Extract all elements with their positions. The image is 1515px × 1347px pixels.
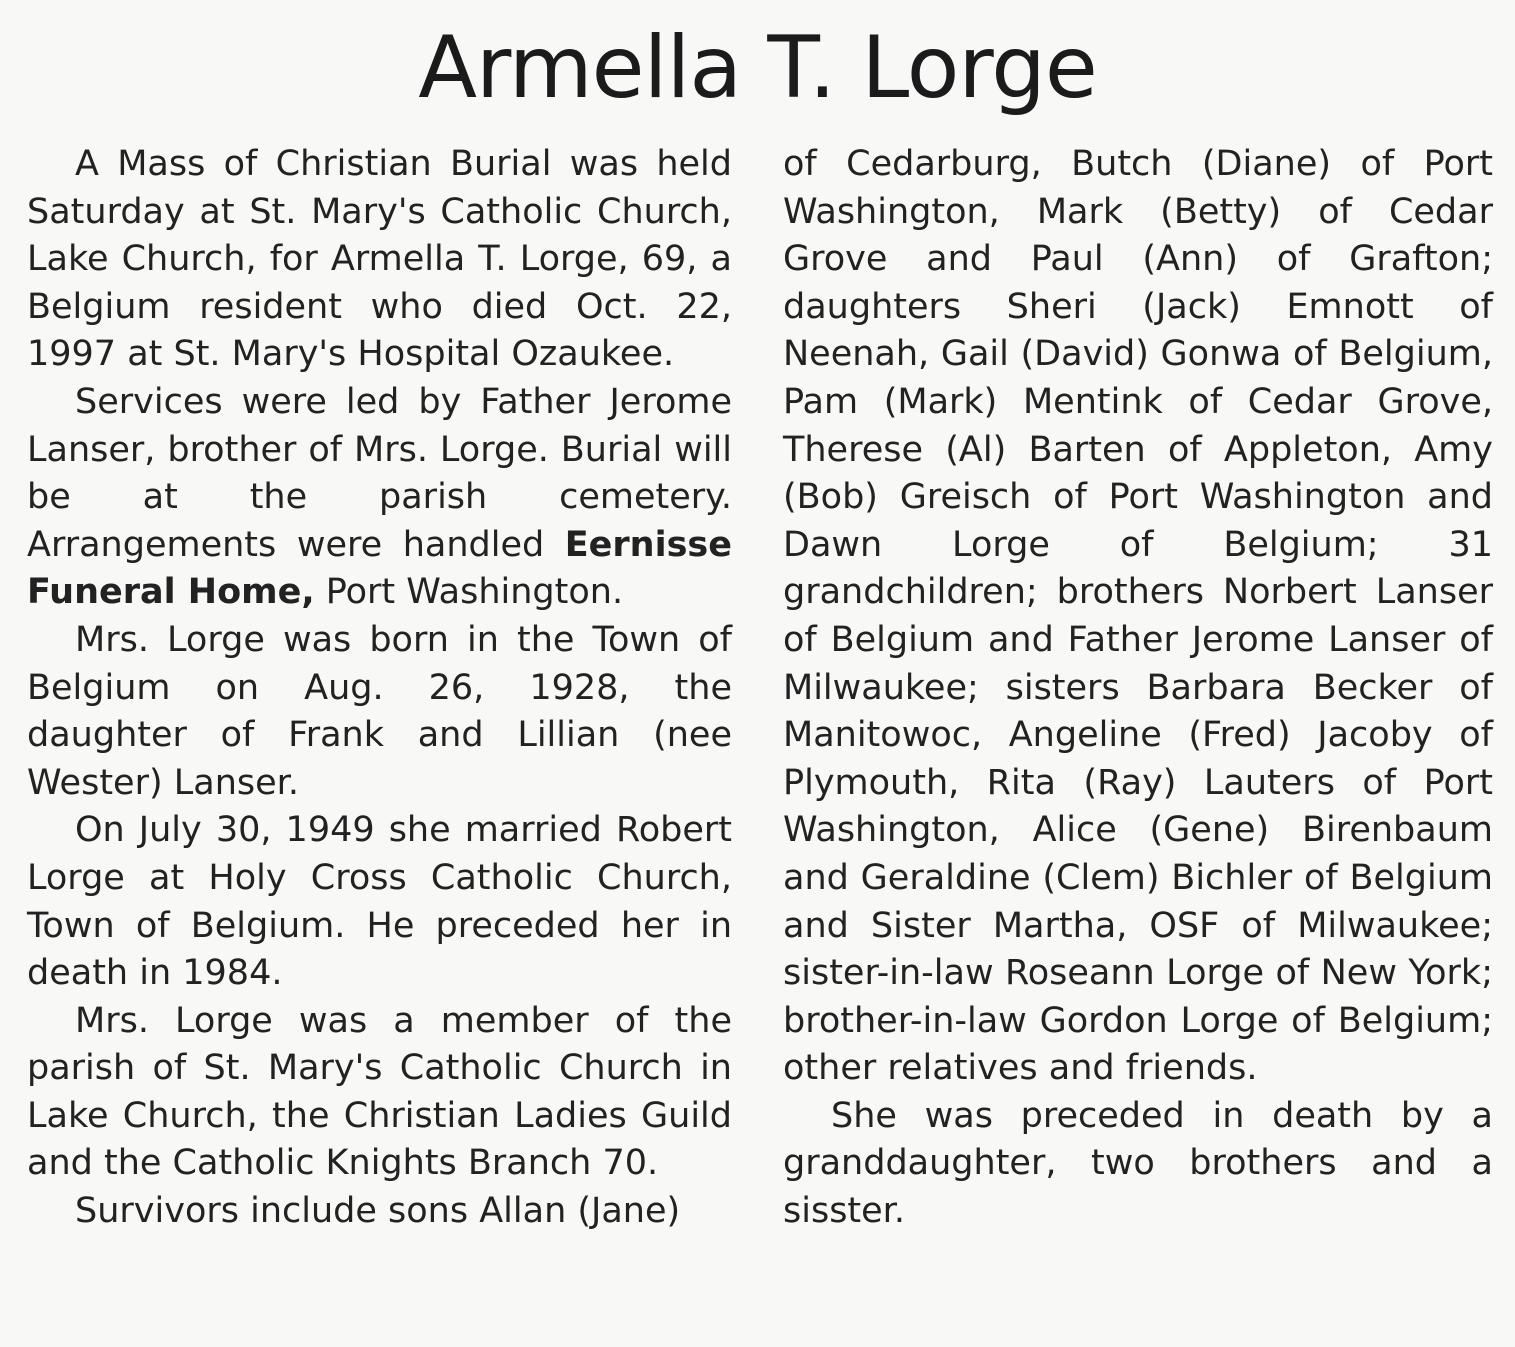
funeral-home-location: Port Washington.	[314, 572, 624, 613]
left-column	[27, 141, 732, 1236]
paragraph-preceded-in-death: She was preceded in death by a granddaughter, two brothers and a sisster.	[783, 1095, 1493, 1232]
paragraph-survivors-start: Survivors include sons Allan (Jane)	[75, 1191, 681, 1232]
paragraph-services	[27, 379, 732, 617]
funeral-home-name: Eernisse Funeral Home,	[27, 524, 732, 613]
right-column	[783, 141, 1493, 1236]
paragraph-marriage: On July 30, 1949 she married Robert Lorge at Holy Cross Catholic Church, Town of Belgium. He preceded her in death in 1984.	[27, 810, 732, 994]
paragraph-membership: Mrs. Lorge was a member of the parish of St. Mary's Catholic Church in Lake Church, the Christian Ladies Guild and the Catholic Knights Branch 70.	[27, 1000, 732, 1184]
services-text: Services were led by Father Jerome Lanser, brother of Mrs. Lorge. Burial will be at the parish cemetery. Arrangements were handled	[27, 381, 732, 565]
paragraph-survivors-continued: of Cedarburg, Butch (Diane) of Port Washington, Mark (Betty) of Cedar Grove and Paul (Ann) of Grafton; daughters Sheri (Jack) Emnott of Neenah, Gail (David) Gonwa of Belgium, Pam (Mark) Mentink of Cedar Grove, Therese (Al) Barten of Appleton, Amy (Bob) Greisch of Port Washington and Dawn Lorge of Belgium; 31 grandchildren; brothers Norbert Lanser of Belgium and Father Jerome Lanser of Milwaukee; sisters Barbara Becker of Manitowoc, Angeline (Fred) Jacoby of Plymouth, Rita (Ray) Lauters of Port Washington, Alice (Gene) Birenbaum and Geraldine (Clem) Bichler of Belgium and Sister Martha, OSF of Milwaukee; sister-in-law Roseann Lorge of New York; brother-in-law Gordon Lorge of Belgium; other relatives and friends.	[783, 144, 1493, 1089]
paragraph-birth: Mrs. Lorge was born in the Town of Belgium on Aug. 26, 1928, the daughter of Frank and Lillian (nee Wester) Lanser.	[27, 619, 732, 803]
headline: Armella T. Lorge	[418, 18, 1097, 118]
paragraph-burial-mass: A Mass of Christian Burial was held Saturday at St. Mary's Catholic Church, Lake Church, for Armella T. Lorge, 69, a Belgium resident who died Oct. 22, 1997 at St. Mary's Hospital Ozaukee.	[27, 144, 732, 375]
